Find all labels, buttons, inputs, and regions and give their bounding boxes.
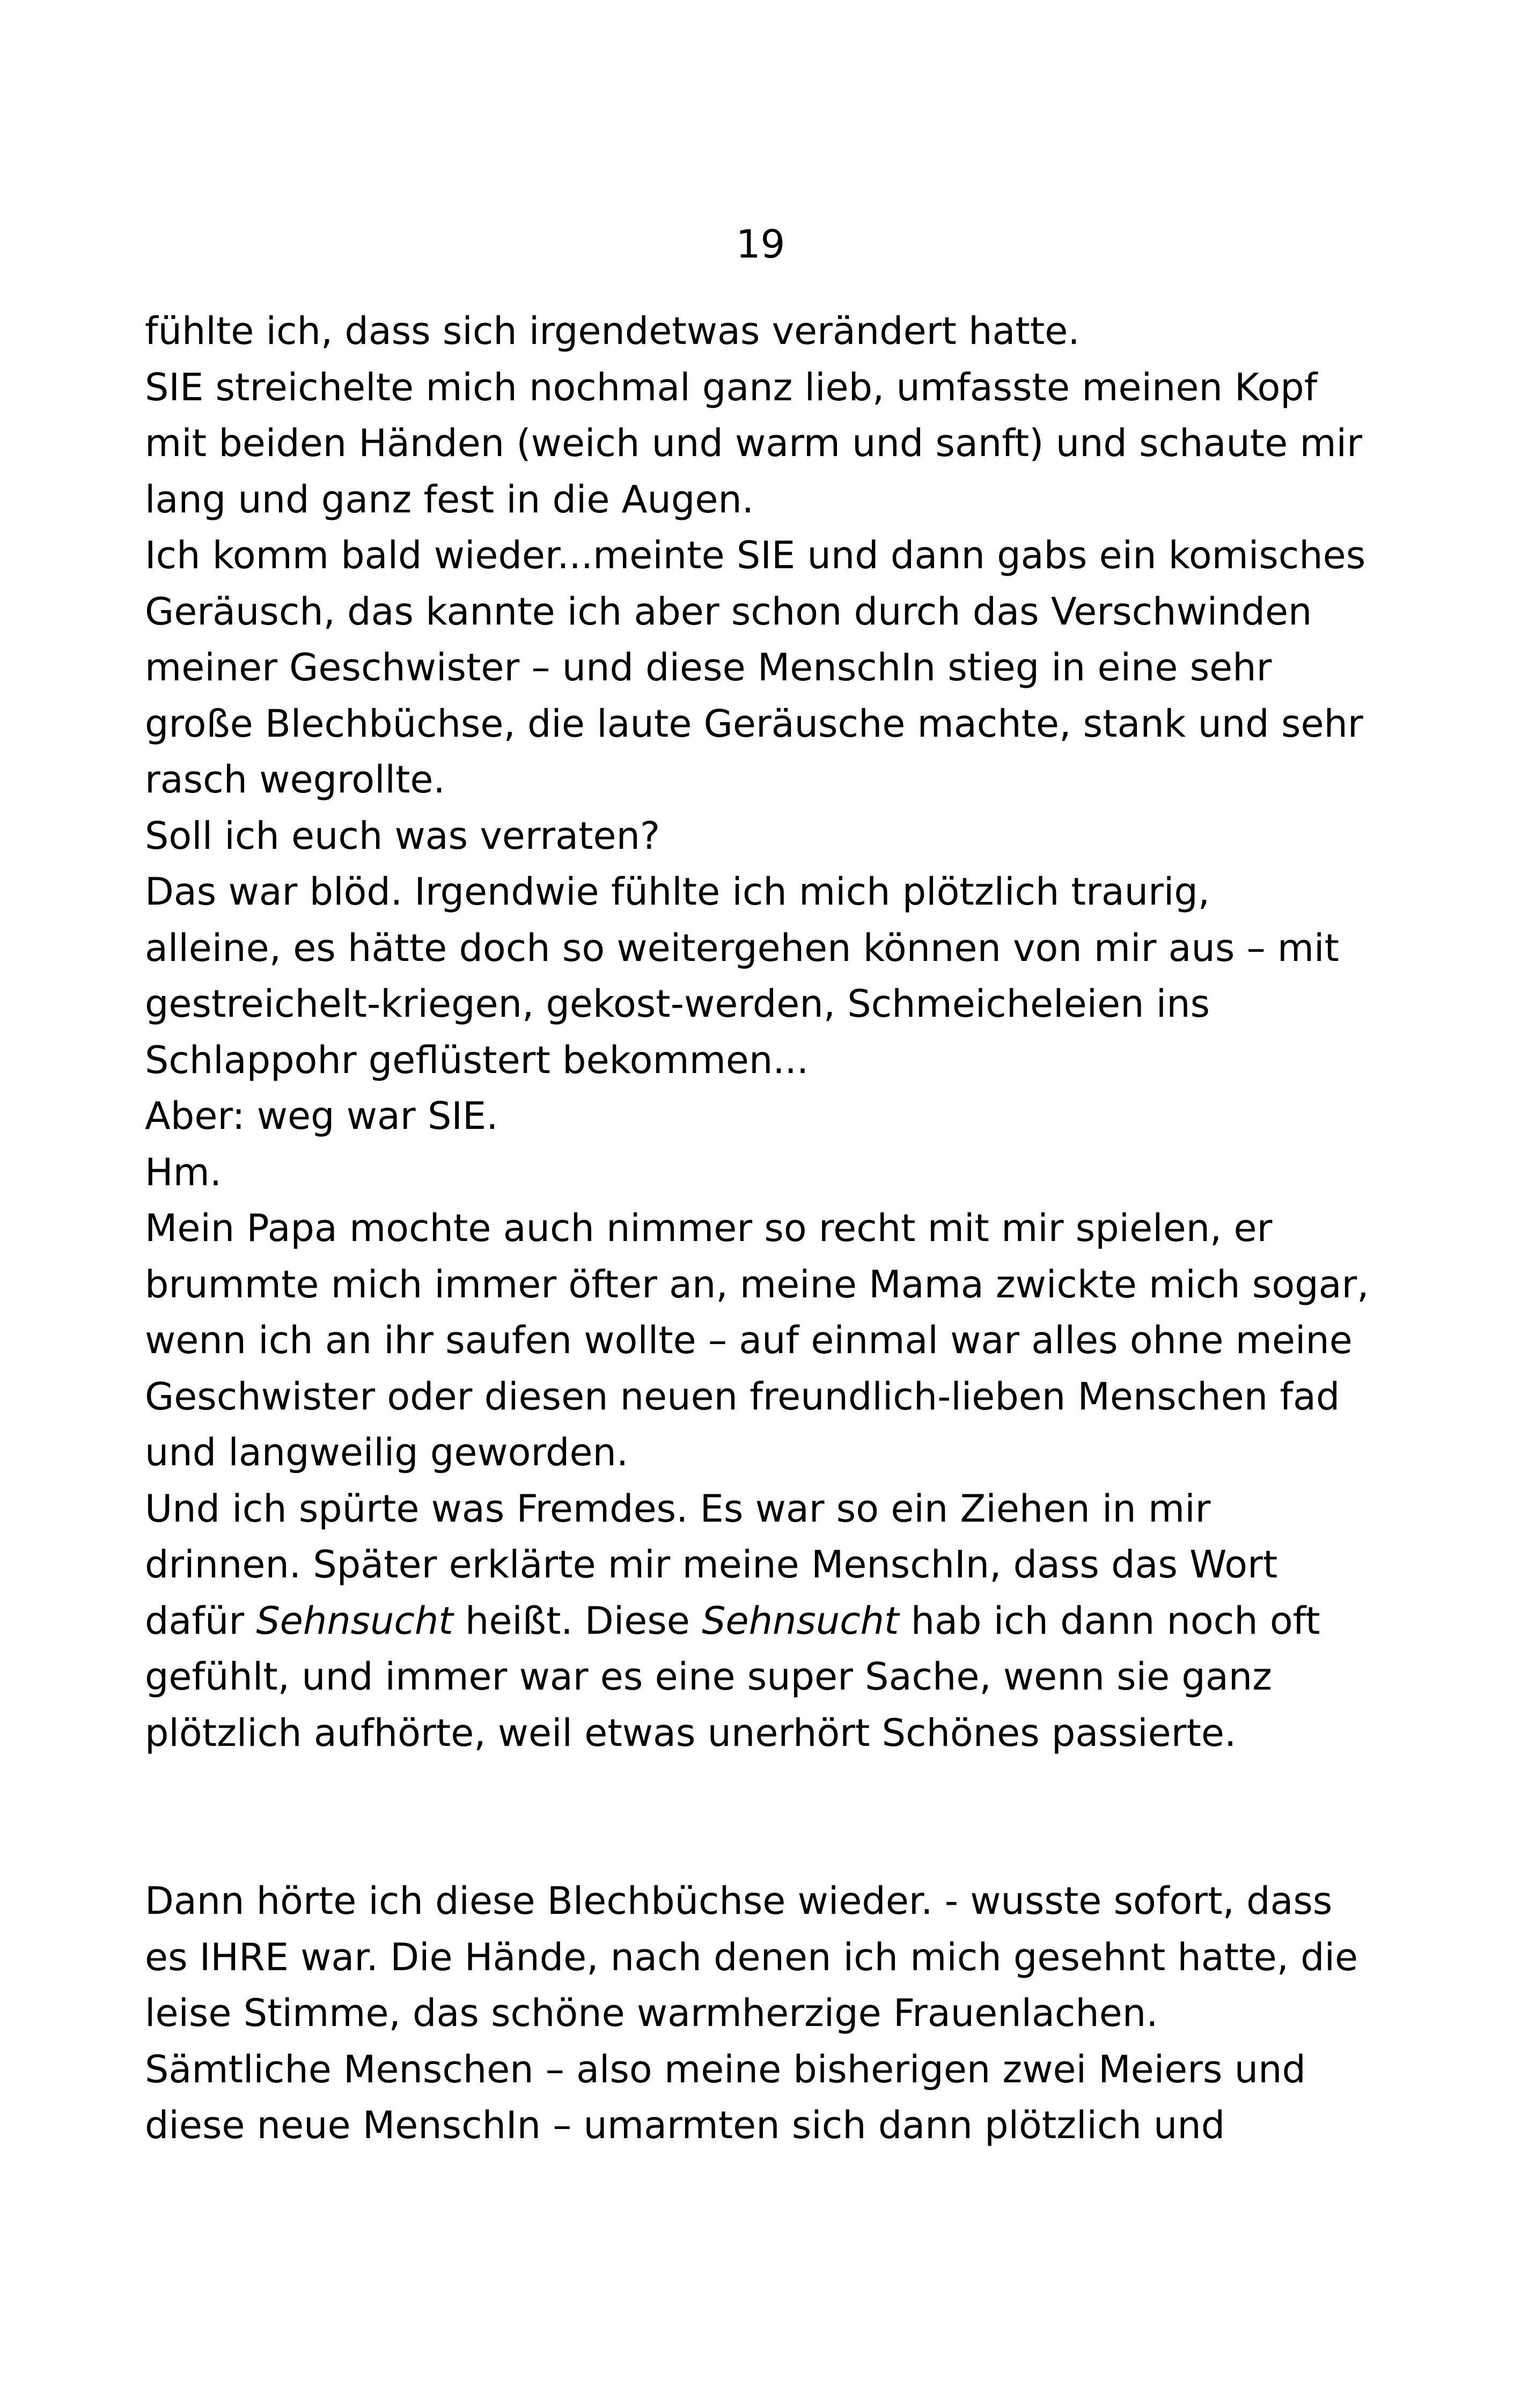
text-line: Hm.	[145, 1150, 222, 1194]
text-line: fühlte ich, dass sich irgendetwas verändert hatte.	[145, 309, 1080, 353]
text-line: meiner Geschwister – und diese MenschIn stieg in eine sehr	[145, 645, 1272, 689]
italic-word: Sehnsucht	[702, 1598, 899, 1643]
text-line: wenn ich an ihr saufen wollte – auf einmal war alles ohne meine	[145, 1318, 1353, 1362]
text-segment: dafür	[145, 1598, 256, 1643]
text-segment: hab ich dann noch oft	[899, 1598, 1320, 1643]
text-line: Geräusch, das kannte ich aber schon durch das Verschwinden	[145, 589, 1312, 634]
text-line: brummte mich immer öfter an, meine Mama zwickte mich sogar,	[145, 1262, 1369, 1306]
text-line: alleine, es hätte doch so weitergehen können von mir aus – mit	[145, 926, 1339, 970]
text-line: gefühlt, und immer war es eine super Sache, wenn sie ganz	[145, 1655, 1272, 1699]
text-line: Soll ich euch was verraten?	[145, 813, 660, 858]
italic-word: Sehnsucht	[256, 1598, 453, 1643]
text-segment: heißt. Diese	[453, 1598, 702, 1643]
text-line: es IHRE war. Die Hände, nach denen ich mich gesehnt hatte, die	[145, 1935, 1358, 1979]
text-line: diese neue MenschIn – umarmten sich dann plötzlich und	[145, 2103, 1225, 2147]
text-line: rasch wegrollte.	[145, 758, 445, 802]
page-number: 19	[736, 222, 785, 267]
text-line: mit beiden Händen (weich und warm und sanft) und schaute mir	[145, 421, 1362, 465]
text-line: gestreichelt-kriegen, gekost-werden, Schmeicheleien ins	[145, 982, 1210, 1026]
text-line: Aber: weg war SIE.	[145, 1094, 498, 1138]
text-line: Dann hörte ich diese Blechbüchse wieder. - wusste sofort, dass	[145, 1879, 1333, 1923]
text-line: SIE streichelte mich nochmal ganz lieb, umfasste meinen Kopf	[145, 365, 1318, 409]
text-line: plötzlich aufhörte, weil etwas unerhört Schönes passierte.	[145, 1710, 1237, 1755]
text-line: Sämtliche Menschen – also meine bisherigen zwei Meiers und	[145, 2047, 1306, 2091]
text-line: Schlappohr geflüstert bekommen...	[145, 1038, 809, 1082]
text-line: Das war blöd. Irgendwie fühlte ich mich plötzlich traurig,	[145, 870, 1210, 914]
text-line: Geschwister oder diesen neuen freundlich-lieben Menschen fad	[145, 1374, 1340, 1419]
text-line: große Blechbüchse, die laute Geräusche machte, stank und sehr	[145, 701, 1363, 746]
text-line: Und ich spürte was Fremdes. Es war so ein Ziehen in mir	[145, 1486, 1211, 1531]
paragraph-gap	[145, 1761, 1379, 1873]
text-line-with-italics	[145, 1593, 1379, 1649]
text-line: Mein Papa mochte auch nimmer so recht mit mir spielen, er	[145, 1206, 1273, 1250]
body-text	[145, 303, 1379, 2154]
text-line: Ich komm bald wieder...meinte SIE und dann gabs ein komisches	[145, 533, 1366, 577]
text-line: lang und ganz fest in die Augen.	[145, 477, 754, 522]
text-line: und langweilig geworden.	[145, 1430, 629, 1474]
text-line: leise Stimme, das schöne warmherzige Frauenlachen.	[145, 1991, 1158, 2035]
text-line: drinnen. Später erklärte mir meine MenschIn, dass das Wort	[145, 1543, 1278, 1587]
